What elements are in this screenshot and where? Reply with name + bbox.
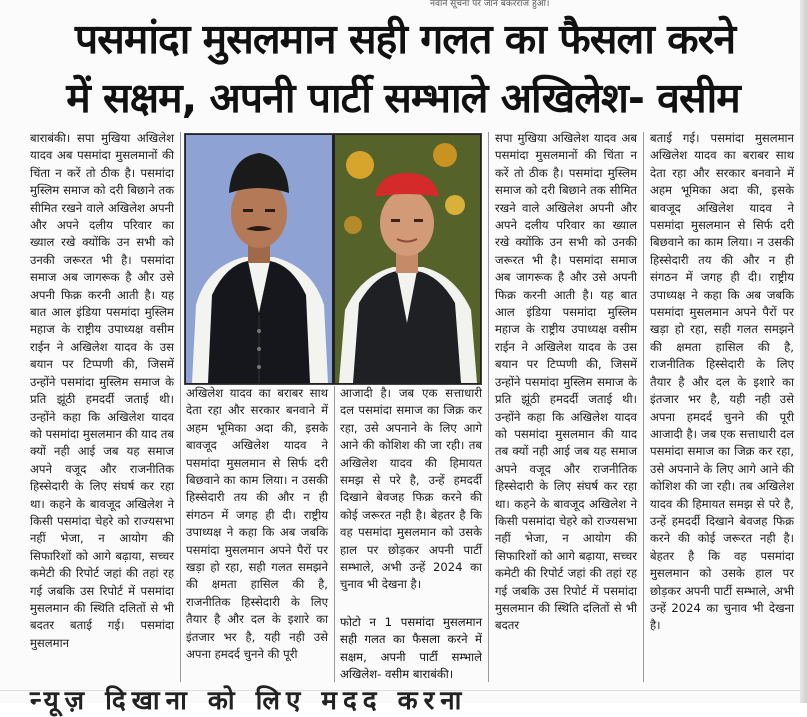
top-cropped-text: नवाने सूचना पर जान बकरराज हुआ। <box>430 0 550 9</box>
headline-line-1: पसमांदा मुसलमान सही गलत का फैसला करने <box>74 15 736 63</box>
column-rule <box>180 132 181 682</box>
article-column-3 <box>340 385 482 615</box>
article-text: बाराबंकी। सपा मुखिया अखिलेश यादव अब पसमांदा मुसलमानों की चिंता न करें तो ठीक है। पसमांदा मुस्लिम समाज को दरी बिछाने तक सीमित रखने वाले अखिलेश अपनी और अपने दलीय परिवार का ख्याल रखे क्योंकि उन सभी को उनकी जरूरत भी है। पसमांदा समाज अब जागरूक है और उसे अपनी फिक्र करनी आती है। यह बात आल इंडिया पसमांदा मुस्लिम महाज के राष्ट्रीय उपाध्यक्ष वसीम राईन ने अखिलेश यादव के उस बयान पर टिप्पणी की, जिसमें उन्होंने पसमांदा मुस्लिम समाज के प्रति झूंठी हमदर्दी जताई थी। उन्होंने कहा कि अखिलेश यादव को पसमांदा मुसलमान की याद तब क्यों नही आई जब यह समाज अपने वजूद और राजनीतिक हिस्सेदारी के लिए संघर्ष कर रहा था। कहने के बावजूद अखिलेश ने किसी पसमांदा चेहरे को राज्यसभा नहीं भेजा, न आयोग की सिफारिशों को आगे बढ़ाया, सच्चर कमेटी की रिपोर्ट जहां की तहां रह गई जबकि उस रिपोर्ट में पसमांदा मुसलमान की स्थिति दलितों से भी बदतर बताई गई। पसमांदा मुसलमान <box>30 131 174 650</box>
photo-caption: फोटो न 1 पसमांदा मुसलमान सही गलत का फैसला करने में सक्षम, अपनी पार्टी सम्भाले अखिलेश- वसीम बाराबंकी। <box>340 615 482 682</box>
portrait-man-red-cap-icon <box>335 135 480 383</box>
photo-waseem-raine <box>186 135 332 383</box>
article-text: अखिलेश यादव का बराबर साथ देता रहा और सरकार बनवाने में अहम भूमिका अदा की, इसके बावजूद अखिलेश यादव ने पसमांदा मुसलमान से सिर्फ दरी बिछवाने का काम लिया। न उसकी हिस्सेदारी तय की और न ही संगठन में जगह ही दी। राष्ट्रीय उपाध्यक्ष ने कहा कि अब जबकि पसमांदा मुसलमान अपने पैरों पर खड़ा हो रहा, सही गलत समझने की क्षमता हासिल की है, राजनीतिक हिस्सेदारी के लिए तैयार है और दल के इशारे का इंतजार भर है, यही नही उसे अपना हमदर्द चुनने की पूरी <box>186 386 328 662</box>
article-column-4 <box>495 130 637 682</box>
article-text: आजादी है। जब एक सत्ताधारी दल पसमांदा समाज का जिक्र कर रहा, उसे अपनाने के लिए आगे आने की कोशिश की जा रही। तब अखिलेश यादव की हिमायत समझ से परे है, उन्हें हमदर्दी दिखाने बेवजह फिक्र करने की कोई जरूरत नही है। बेहतर है कि वह पसमांदा मुसलमान को उसके हाल पर छोड़कर अपनी पार्टी सम्भाले, अभी उन्हें 2024 का चुनाव भी देखना है। <box>340 386 482 592</box>
portrait-man-cap-icon <box>186 135 332 383</box>
column-rule <box>643 132 644 682</box>
column-rule <box>488 132 489 682</box>
photo-akhilesh-yadav <box>335 135 480 383</box>
article-column-1 <box>30 130 174 682</box>
article-text: सपा मुखिया अखिलेश यादव अब पसमांदा मुसलमानों की चिंता न करें तो ठीक है। पसमांदा मुस्लिम समाज को दरी बिछाने तक सीमित रखने वाले अखिलेश अपनी और अपने दलीय परिवार का ख्याल रखे क्योंकि उन सभी को उनकी जरूरत भी है। पसमांदा समाज अब जागरूक है और उसे अपनी फिक्र करनी आती है। यह बात आल इंडिया पसमांदा मुस्लिम महाज के राष्ट्रीय उपाध्यक्ष वसीम राईन ने अखिलेश यादव के उस बयान पर टिप्पणी की, जिसमें उन्होंने पसमांदा मुस्लिम समाज के प्रति झूंठी हमदर्दी जताई थी। उन्होंने कहा कि अखिलेश यादव को पसमांदा मुसलमान की याद तब क्यों नही आई जब यह समाज अपने वजूद और राजनीतिक हिस्सेदारी के लिए संघर्ष कर रहा था। कहने के बावजूद अखिलेश ने किसी पसमांदा चेहरे को राज्यसभा नहीं भेजा, न आयोग की सिफारिशों को आगे बढ़ाया, सच्चर कमेटी की रिपोर्ट जहां की तहां रह गई जबकि उस रिपोर्ट में पसमांदा मुसलमान की स्थिति दलितों से भी बदतर <box>495 131 637 633</box>
bottom-cropped-headline <box>0 686 807 716</box>
column-rule <box>334 386 335 682</box>
headline-line-2: में सक्षम, अपनी पार्टी सम्भाले अखिलेश- वसीम <box>66 74 740 122</box>
article-column-5 <box>650 130 794 682</box>
article-column-2 <box>186 385 328 682</box>
article-text: बताई गई। पसमांदा मुसलमान अखिलेश यादव का बराबर साथ देता रहा और सरकार बनवाने में अहम भूमिका अदा की, इसके बावजूद अखिलेश यादव ने पसमांदा मुसलमान से सिर्फ दरी बिछवाने का काम लिया। न उसकी हिस्सेदारी तय की और न ही संगठन में जगह ही दी। राष्ट्रीय उपाध्यक्ष ने कहा कि अब जबकि पसमांदा मुसलमान अपने पैरों पर खड़ा हो रहा, सही गलत समझने की क्षमता हासिल की है, राजनीतिक हिस्सेदारी के लिए तैयार है और दल के इशारे का इंतजार भर है, यही नही उसे अपना हमदर्द चुनने की पूरी आजादी है। जब एक सत्ताधारी दल पसमांदा समाज का जिक्र कर रहा, उसे अपनाने के लिए आगे आने की कोशिश की जा रही। तब अखिलेश यादव की हिमायत समझ से परे है, उन्हें हमदर्दी दिखाने बेवजह फिक्र करने की कोई जरूरत नही है। बेहतर है कि वह पसमांदा मुसलमान को उसके हाल पर छोड़कर अपनी पार्टी सम्भाले, अभी उन्हें 2024 का चुनाव भी देखना है। <box>650 131 794 633</box>
bottom-cropped-text: न्यूज़ दिखाना को लिए मदद करना <box>30 686 468 716</box>
page-edge-shadow <box>800 0 807 703</box>
